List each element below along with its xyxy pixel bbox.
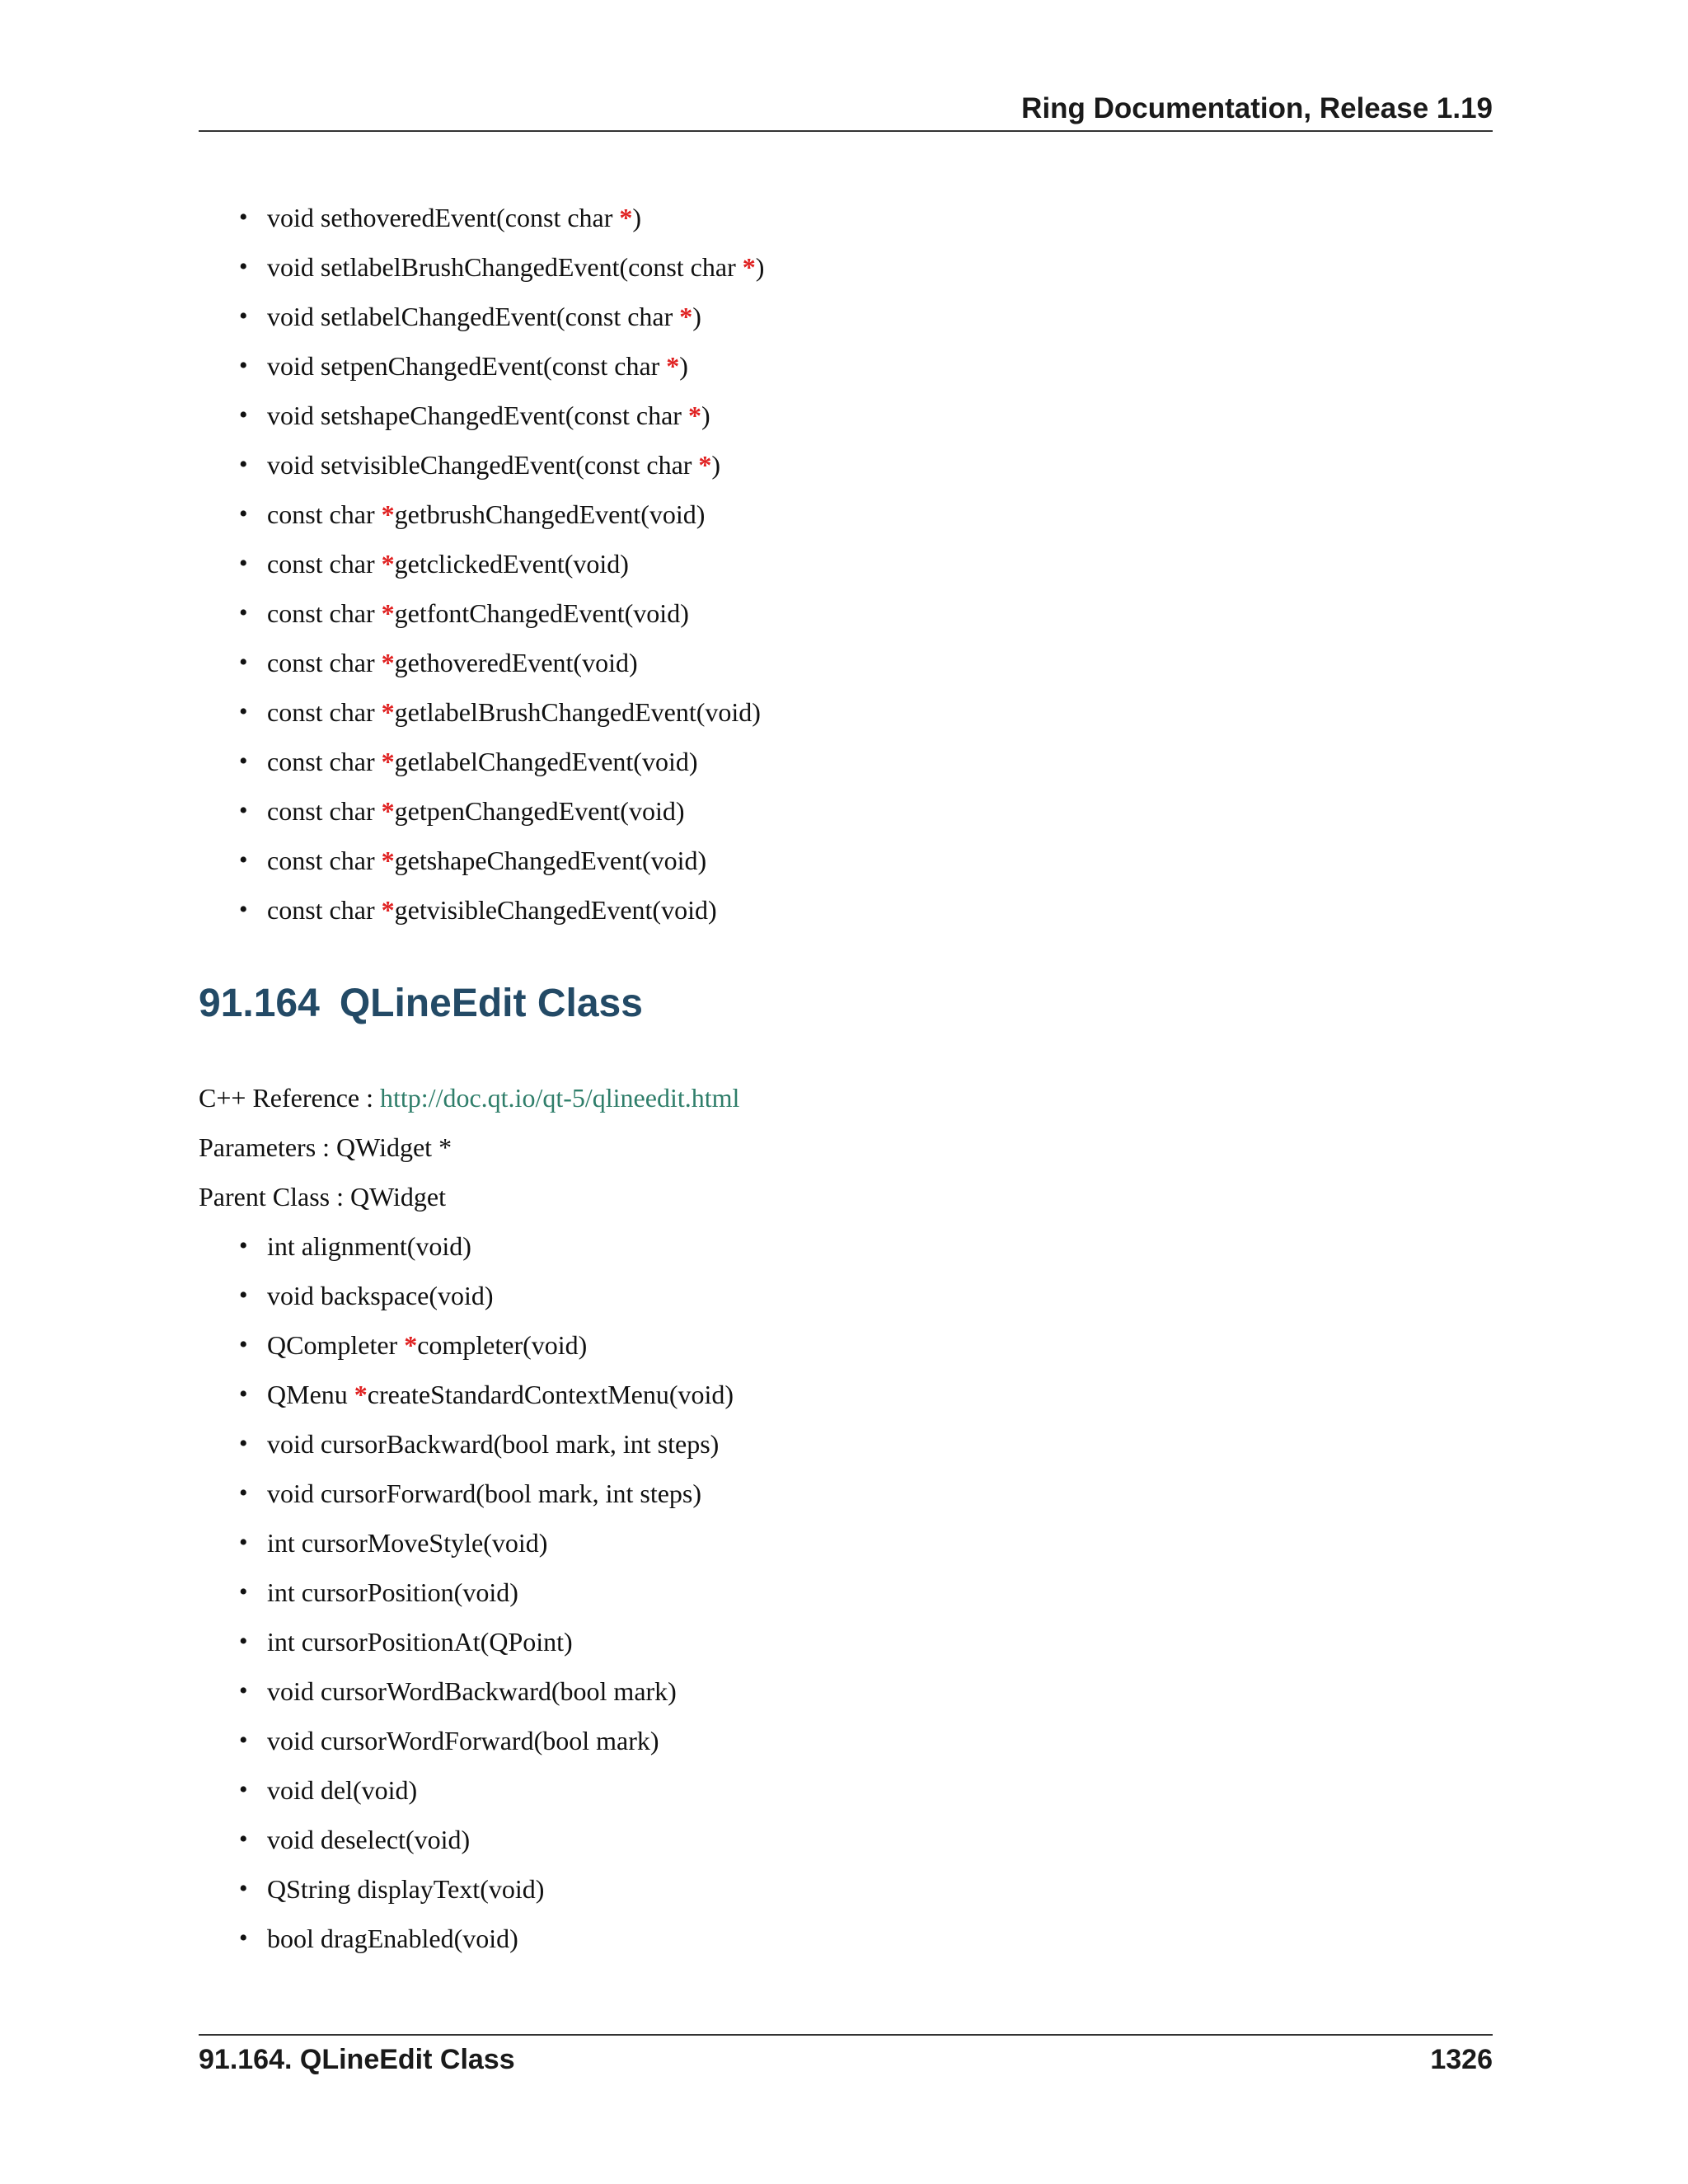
method-item — [239, 193, 764, 242]
method-signature-part: void setlabelBrushChangedEvent(const char — [267, 252, 743, 282]
method-item — [239, 1221, 734, 1271]
bullet-icon: • — [239, 1282, 248, 1309]
method-item — [239, 1914, 734, 1963]
method-item — [239, 737, 764, 786]
bullet-icon: • — [239, 1677, 248, 1704]
pointer-asterisk: * — [354, 1380, 368, 1409]
method-signature-part: const char — [267, 549, 382, 579]
bullet-icon: • — [239, 500, 248, 527]
bullet-icon: • — [239, 1776, 248, 1803]
cpp-reference-label: C++ Reference : — [199, 1083, 380, 1113]
method-signature-part: getlabelChangedEvent(void) — [394, 747, 698, 776]
pointer-asterisk: * — [698, 450, 712, 480]
method-item — [239, 292, 764, 341]
bullet-icon: • — [239, 1628, 248, 1655]
pointer-asterisk: * — [381, 895, 395, 925]
pointer-asterisk: * — [381, 598, 395, 628]
bullet-icon: • — [239, 698, 248, 725]
method-signature-part: createStandardContextMenu(void) — [367, 1380, 734, 1409]
method-signature-part: ) — [632, 203, 642, 232]
bullet-icon: • — [239, 451, 248, 478]
method-item — [239, 242, 764, 292]
method-signature-part: QCompleter — [267, 1330, 405, 1360]
bullet-icon: • — [239, 846, 248, 874]
method-signature-part: void setpenChangedEvent(const char — [267, 351, 667, 381]
pointer-asterisk: * — [679, 302, 693, 331]
method-signature-part: getshapeChangedEvent(void) — [394, 846, 707, 875]
method-signature-part: getclickedEvent(void) — [394, 549, 629, 579]
bullet-icon: • — [239, 1232, 248, 1259]
section-heading — [199, 981, 643, 1026]
method-item — [239, 1765, 734, 1815]
section-number: 91.164 — [199, 982, 320, 1025]
bullet-icon: • — [239, 1727, 248, 1754]
bullet-icon: • — [239, 550, 248, 577]
pointer-asterisk: * — [381, 747, 395, 776]
pointer-asterisk: * — [381, 499, 395, 529]
method-item — [239, 1518, 734, 1568]
pointer-asterisk: * — [404, 1330, 418, 1360]
bullet-icon: • — [239, 1479, 248, 1507]
bullet-icon: • — [239, 896, 248, 923]
bullet-icon: • — [239, 1380, 248, 1408]
method-signature-part: const char — [267, 648, 382, 677]
method-signature-part: const char — [267, 499, 382, 529]
method-signature-part: const char — [267, 895, 382, 925]
method-item — [239, 885, 764, 935]
method-signature-part: int cursorMoveStyle(void) — [267, 1528, 548, 1558]
parent-class-line: Parent Class : QWidget — [199, 1182, 446, 1212]
method-signature-part: QString displayText(void) — [267, 1874, 545, 1904]
bullet-icon: • — [239, 1875, 248, 1902]
method-signature-part: getfontChangedEvent(void) — [394, 598, 689, 628]
pointer-asterisk: * — [742, 252, 756, 282]
method-item — [239, 588, 764, 638]
method-item — [239, 341, 764, 391]
bullet-icon: • — [239, 352, 248, 379]
bullet-icon: • — [239, 797, 248, 824]
method-item — [239, 1469, 734, 1518]
method-item — [239, 490, 764, 539]
pointer-asterisk: * — [619, 203, 633, 232]
section-title-text: QLineEdit Class — [339, 982, 643, 1025]
method-signature-part: ) — [755, 252, 765, 282]
pointer-asterisk: * — [381, 549, 395, 579]
pointer-asterisk: * — [381, 648, 395, 677]
pointer-asterisk: * — [666, 351, 680, 381]
footer-section-title: 91.164. QLineEdit Class — [199, 2044, 515, 2075]
method-item — [239, 391, 764, 440]
bullet-icon: • — [239, 1924, 248, 1952]
method-signature-part: getvisibleChangedEvent(void) — [394, 895, 717, 925]
method-signature-part: void setshapeChangedEvent(const char — [267, 401, 688, 430]
method-signature-part: bool dragEnabled(void) — [267, 1924, 518, 1953]
method-signature-part: void setlabelChangedEvent(const char — [267, 302, 680, 331]
method-signature-part: const char — [267, 747, 382, 776]
page-header — [199, 89, 1493, 132]
page-footer — [199, 2034, 1493, 2083]
method-signature-part: const char — [267, 846, 382, 875]
method-signature-part: int alignment(void) — [267, 1231, 471, 1261]
method-item — [239, 539, 764, 588]
bullet-icon: • — [239, 748, 248, 775]
method-signature-part: void sethoveredEvent(const char — [267, 203, 620, 232]
method-signature-part: int cursorPositionAt(QPoint) — [267, 1627, 573, 1657]
method-signature-part: void setvisibleChangedEvent(const char — [267, 450, 699, 480]
bullet-icon: • — [239, 1578, 248, 1605]
method-signature-part: ) — [711, 450, 721, 480]
method-item — [239, 1419, 734, 1469]
method-item — [239, 687, 764, 737]
method-signature-part: const char — [267, 697, 382, 727]
bullet-icon: • — [239, 649, 248, 676]
bullet-icon: • — [239, 253, 248, 280]
method-signature-part: const char — [267, 796, 382, 826]
method-signature-part: void backspace(void) — [267, 1281, 494, 1310]
method-signature-part: ) — [692, 302, 701, 331]
method-signature-part: int cursorPosition(void) — [267, 1577, 518, 1607]
method-item — [239, 1271, 734, 1320]
page-number: 1326 — [1430, 2044, 1493, 2075]
bullet-icon: • — [239, 204, 248, 231]
bullet-icon: • — [239, 1331, 248, 1358]
method-item — [239, 1815, 734, 1864]
method-list-continued — [239, 193, 764, 935]
bullet-icon: • — [239, 1430, 248, 1457]
method-signature-part: void cursorBackward(bool mark, int steps) — [267, 1429, 720, 1459]
method-signature-part: void del(void) — [267, 1775, 418, 1805]
method-item — [239, 836, 764, 885]
method-signature-part: ) — [701, 401, 710, 430]
pointer-asterisk: * — [381, 796, 395, 826]
method-signature-part: completer(void) — [417, 1330, 588, 1360]
bullet-icon: • — [239, 599, 248, 626]
method-signature-part: getbrushChangedEvent(void) — [394, 499, 706, 529]
parameters-line: Parameters : QWidget * — [199, 1132, 452, 1162]
pointer-asterisk: * — [687, 401, 701, 430]
document-title: Ring Documentation, Release 1.19 — [1021, 92, 1493, 124]
bullet-icon: • — [239, 401, 248, 429]
pointer-asterisk: * — [381, 846, 395, 875]
cpp-reference-link[interactable]: http://doc.qt.io/qt-5/qlineedit.html — [380, 1083, 740, 1113]
method-item — [239, 1568, 734, 1617]
method-signature-part: QMenu — [267, 1380, 354, 1409]
method-item — [239, 1320, 734, 1370]
method-item — [239, 1666, 734, 1716]
method-item — [239, 1370, 734, 1419]
method-signature-part: void deselect(void) — [267, 1825, 471, 1854]
method-signature-part: getpenChangedEvent(void) — [394, 796, 685, 826]
method-item — [239, 1716, 734, 1765]
method-item — [239, 786, 764, 836]
method-signature-part: void cursorWordBackward(bool mark) — [267, 1676, 677, 1706]
method-item — [239, 440, 764, 490]
bullet-icon: • — [239, 302, 248, 330]
method-item — [239, 1864, 734, 1914]
cpp-reference-line — [199, 1073, 739, 1122]
pointer-asterisk: * — [381, 697, 395, 727]
method-signature-part: getlabelBrushChangedEvent(void) — [394, 697, 761, 727]
method-signature-part: void cursorWordForward(bool mark) — [267, 1726, 659, 1755]
bullet-icon: • — [239, 1825, 248, 1853]
method-signature-part: gethoveredEvent(void) — [394, 648, 638, 677]
method-list-qlineedit — [239, 1221, 734, 1963]
bullet-icon: • — [239, 1529, 248, 1556]
method-item — [239, 638, 764, 687]
method-item — [239, 1617, 734, 1666]
method-signature-part: void cursorForward(bool mark, int steps) — [267, 1479, 702, 1508]
method-signature-part: const char — [267, 598, 382, 628]
method-signature-part: ) — [679, 351, 688, 381]
